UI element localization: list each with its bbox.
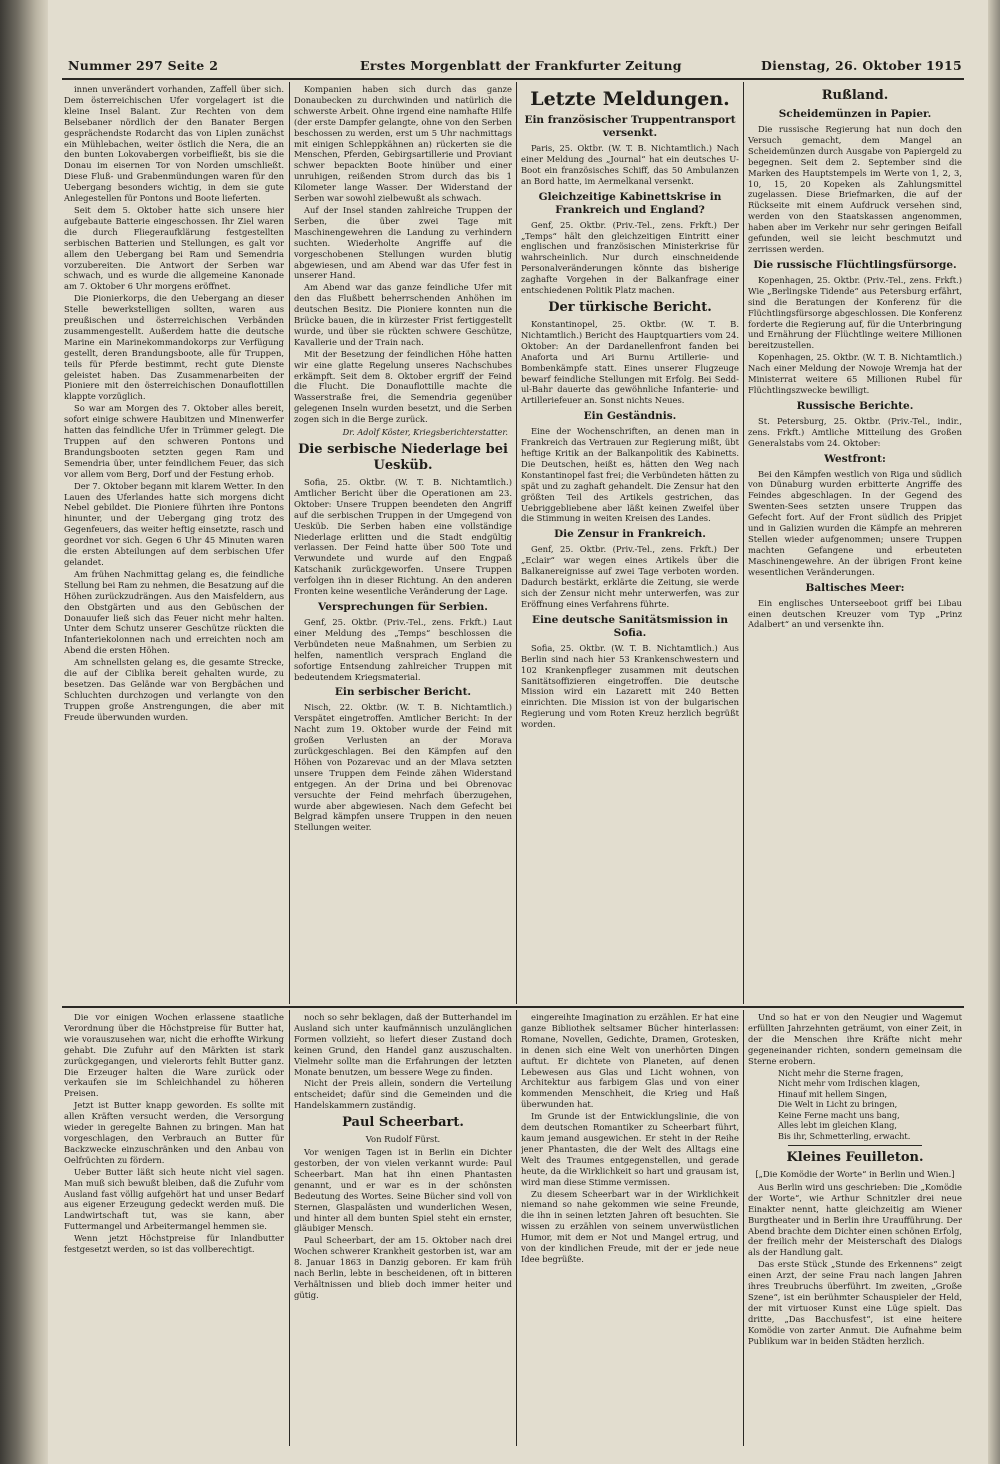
page-number: Nummer 297 Seite 2 [68, 58, 219, 73]
column-divider [289, 1010, 290, 1446]
paragraph: Vor wenigen Tagen ist in Berlin ein Dichter gestorben, der von vielen verkannt wurde: Paul Scheerbart. Man hat ihn einen Phantasten genannt, und er war es in der schönsten Bedeutung des Wortes. Seine Bücher sind voll von Sternen, Glaspalästen und wunderlichen Wesen, und hinter all dem bunten Spiel steht ein ernster, gläubiger Mensch. [294, 1147, 512, 1234]
paragraph: Konstantinopel, 25. Oktbr. (W. T. B. Nichtamtlich.) Bericht des Hauptquartiers vom 24. Oktober: An der Dardanellenfront fanden bei Anaforta und Ari Burnu Artillerie- und Bombenkämpfe statt. Eines unserer Flugzeuge bewarf feindliche Stellungen mit Erfolg. Bei Sedd-ul-Bahr dauerte das gewöhnliche Infanterie- und Artilleriefeuer an. Sonst nichts Neues. [521, 318, 739, 406]
headline-russland: Rußland. [821, 88, 889, 103]
paragraph: Die Pionierkorps, die den Uebergang an dieser Stelle bewerkstelligen sollten, waren aus preußischen und österreichischen Verbänden zusammengestellt. Außerdem hatte die deutsche Marine ein Marinekommandokorps zur Verfügung gestellt, deren Brandungsboote, alle für Truppen, teils für Pferde bestimmt, recht gute Dienste geleistet haben. Das Zusammenarbeiten der Pioniere mit den österreichischen Donauflottillen klappte vorzüglich. [64, 293, 284, 402]
paragraph: Genf, 25. Oktbr. (Priv.-Tel., zens. Frkft.) Der „Temps“ hält den gleichzeitigen Eintritt einer englischen und französischen Ministerkrise für wahrscheinlich. Nur durch einschneidende Personalveränderungen könnte das bisherige zaghafte Vorgehen in der Balkanfrage einer entschiedenen Politik Platz machen. [521, 219, 739, 296]
paragraph: Aus Berlin wird uns geschrieben: Die „Komödie der Worte“, wie Arthur Schnitzler drei neue Einakter nennt, hatte gleichzeitig am Wiener Burgtheater und in Berlin ihre Uraufführung. Der Abend brachte dem Dichter einen schönen Erfolg, der freilich mehr der Meisterschaft des Dialogs als der Handlung galt. [748, 1181, 962, 1258]
poem [748, 1068, 962, 1142]
paragraph: Kompanien haben sich durch das ganze Donaubecken zu durchwinden und natürlich die schwerste Arbeit. Ohne irgend eine namhafte Hilfe (der erste Dampfer gelangte, ohne von den Serben beschossen zu werden, erst um 5 Uhr nachmittags mit einigen Schleppkähnen an) rückerten sie die Menschen, Pferden, Gebirgsartillerie und Proviant schwer bepackten Boote hinüber und einer unruhigen, reißenden Strom durch das bis 1 Kilometer lange Wasser. Der Widerstand der Serben war sowohl zielbewußt als schwach. [294, 84, 512, 204]
headline-sanitaetsmission: Eine deutsche Sanitätsmission in Sofia. [532, 613, 728, 639]
paragraph: Nisch, 22. Oktbr. (W. T. B. Nichtamtlich.) Verspätet eingetroffen. Amtlicher Bericht: In der Nacht zum 19. Oktober wurde der Feind mit großen Verlusten an der Morava zurückgeschlagen. Bei den Kämpfen auf den Höhen von Pozarevac und an der Mlava setzten unsere Truppen dem Feinde zähen Widerstand entgegen. An der Drina und bei Obrenovac versuchte der Feind mehrfach überzugehen, wurde aber abgewiesen. Nach dem Gefecht bei Belgrad kämpfen unsere Truppen in den neuen Stellungen weiter. [294, 702, 512, 833]
masthead [62, 54, 966, 76]
column-2 [294, 84, 512, 1002]
column-divider [743, 82, 744, 1004]
paragraph: Und so hat er von den Neugier und Wagemut erfüllten Jahrzehnten geträumt, von einer Zeit, in der die Menschen ihre Kräfte nicht mehr gegeneinander richten, sondern gemeinsam die Sterne erobern. [748, 1012, 962, 1066]
article-byline: Dr. Adolf Köster, Kriegsberichterstatter. [342, 427, 508, 438]
headline-gestaendnis: Ein Geständnis. [583, 410, 677, 423]
poem-line: Keine Ferne macht uns bang, [778, 1109, 900, 1120]
headline-fluechtlingsfuersorge: Die russische Flüchtlingsfürsorge. [753, 258, 957, 271]
subhead-komoedie: [„Die Komödie der Worte“ in Berlin und Wien.] [755, 1169, 955, 1180]
paragraph: Jetzt ist Butter knapp geworden. Es sollte mit allen Kräften versucht werden, die Versorgung wieder in geregelte Bahnen zu bringen. Man hat vorgeschlagen, den Verbrauch an Butter für Backzwecke einzuschränken und den Anbau von Oelfrüchten zu fördern. [64, 1100, 284, 1165]
paragraph: Paul Scheerbart, der am 15. Oktober nach drei Wochen schwerer Krankheit gestorben ist, war am 8. Januar 1863 in Danzig geboren. Er kam früh nach Berlin, lebte in bescheidenen, oft in bitteren Verhältnissen und blieb doch immer heiter und gütig. [294, 1235, 512, 1300]
paragraph: Sofia, 25. Oktbr. (W. T. B. Nichtamtlich.) Aus Berlin sind nach hier 53 Krankenschwestern und 102 Krankenpfleger zusammen mit deutschen Sanitätsoffizieren eingetroffen. Die deutsche Mission wird ein Lazarett mit 240 Betten einrichten. Die Mission ist von der bulgarischen Regierung und vom Roten Kreuz herzlich begrüßt worden. [521, 642, 739, 730]
headline-serbischer-bericht: Ein serbischer Bericht. [334, 686, 472, 699]
poem-line: Bis ihr, Schmetterling, erwacht. [778, 1130, 911, 1141]
paragraph: Seit dem 5. Oktober hatte sich unsere hier aufgebaute Batterie eingeschossen. Ihr Ziel waren die durch Fliegeraufklärung festgestellten serbischen Batterien und Stellungen, es galt vor allem den Uebergang bei Ram und Semendria vorzubereiten. Die Antwort der Serben war schwach, und es wurde die allgemeine Kanonade am 7. Oktober 6 Uhr morgens eröffnet. [64, 204, 284, 292]
column-divider [743, 1010, 744, 1446]
bottom-column-3 [521, 1012, 739, 1446]
headline-versprechungen: Versprechungen für Serbien. [318, 600, 488, 613]
paragraph: Ueber Butter läßt sich heute nicht viel sagen. Man muß sich bewußt bleiben, daß die Zufuhr vom Ausland fast völlig aufgehört hat und unser Bedarf aus eigener Erzeugung gedeckt werden muß. Die Landwirtschaft tut, was sie kann, aber Futtermangel und Arbeitermangel hemmen sie. [64, 1166, 284, 1232]
masthead-rule [62, 78, 964, 80]
paragraph: So war am Morgen des 7. Oktober alles bereit, sofort einige schwere Haubitzen und Minenwerfer hatten das feindliche Ufer in Trümmer gelegt. Die Truppen auf den schweren Pontons und Brandungsbooten setzten gegen Ram und Semendria über, unter feindlichem Feuer, das sich vor allem vom Berg, Dorf und der Festung erhob. [64, 403, 284, 479]
headline-westfront: Westfront: [824, 452, 886, 465]
headline-zensur: Die Zensur in Frankreich. [554, 528, 706, 541]
headline-kabinettskrise: Gleichzeitige Kabinettskrise in Frankreich und England? [538, 190, 722, 216]
column-divider [289, 82, 290, 1004]
paragraph: Kopenhagen, 25. Oktbr. (Priv.-Tel., zens. Frkft.) Wie „Berlingske Tidende“ aus Petersburg erfährt, sind die Beratungen der Konferenz für die Flüchtlingsfürsorge abgeschlossen. Die Konferenz forderte die Regierung auf, für die Unterbringung und Ernährung der Flüchtlinge weitere Millionen bereitzustellen. [748, 274, 962, 351]
headline-truppentransport: Ein französischer Truppentransport versenkt. [524, 114, 736, 139]
paragraph: Genf, 25. Oktbr. (Priv.-Tel., zens. Frkft.) Der „Eclair“ war wegen eines Artikels über die Balkanereignisse auf zwei Tage verboten worden. Dadurch bestärkt, erklärte die Zeitung, sie werde sich der Zensur nicht mehr unterwerfen, was zur Eröffnung eines Verfahrens führte. [521, 544, 739, 609]
poem-line: Die Welt in Licht zu bringen, [778, 1099, 898, 1110]
poem-line: Hinauf mit hellem Singen, [778, 1088, 888, 1099]
headline-russische-berichte: Russische Berichte. [796, 399, 914, 412]
bottom-column-2 [294, 1012, 512, 1446]
paragraph: Die russische Regierung hat nun doch den Versuch gemacht, dem Mangel an Scheidemünzen durch Ausgabe von Papiergeld zu begegnen. Seit dem 2. September sind die Marken des Hauptstempels im Werte von 1, 2, 3, 10, 15, 20 Kopeken als Zahlungsmittel zugelassen. Diese Briefmarken, die auf der Rückseite mit einem Aufdruck versehen sind, werden von den Staatskassen angenommen, haben aber im Verkehr nur sehr geringen Beifall gefunden, weil sie leicht beschmutzt und zerrissen werden. [748, 124, 962, 254]
headline-baltisches-meer: Baltisches Meer: [805, 581, 905, 594]
paragraph: innen unverändert vorhanden, Zaffell über sich. Dem österreichischen Ufer vorgelagert ist die kleine Insel Balant. Zur Rechten von dem Belsebaner nördlich der den Banater Bergen gesprächendste Rodarcht das von Liplen zunächst ein Mühlebachen, weiter östlich die Nera, die an den bunten Lokovabergen vorbeifließt, bis sie die Donau im eisernen Tor von Norden umschließt. Diese Fluß- und Grabenmündungen waren für den Uebergang besonders wichtig, in dem sie gute Anlegestellen für Pontons und Boote lieferten. [64, 84, 284, 204]
headline-letzte-meldungen: Letzte Meldungen. [530, 88, 730, 110]
poem-line: Nicht mehr vom Irdischen klagen, [778, 1078, 921, 1089]
headline-scheidemuenzen: Scheidemünzen in Papier. [778, 108, 932, 120]
headline-uesk: Die serbische Niederlage bei Uesküb. [298, 442, 508, 473]
headline-scheerbart: Paul Scheerbart. [342, 1115, 464, 1131]
paragraph: Am frühen Nachmittag gelang es, die feindliche Stellung bei Ram zu nehmen, die Besatzung auf die Höhen zurückzudrängen. Aus den Maisfeldern, aus den Obstgärten und aus den Gebüschen der Donauufer ließ sich das Feuer nicht mehr halten. Unter dem Schutz unserer Geschütze rückten die Infanteriekolonnen nach und erreichten noch am Abend die ersten Höhen. [64, 568, 284, 656]
paragraph: Zu diesem Scheerbart war in der Wirklichkeit niemand so nahe gekommen wie seine Freunde, die ihn in seinen letzten Jahren oft besuchten. Sie wissen zu erzählen von seinem unverwüstlichen Humor, mit dem er Not und Mangel ertrug, und von der kindlichen Freude, mit der er jede neue Idee begrüßte. [521, 1188, 739, 1264]
book-spine [0, 0, 48, 1464]
feuilleton-byline: Von Rudolf Fürst. [365, 1134, 441, 1145]
paragraph: St. Petersburg, 25. Oktbr. (Priv.-Tel., indir., zens. Frkft.) Amtliche Mitteilung des Großen Generalstabs vom 24. Oktober: [748, 415, 962, 448]
paragraph: Das erste Stück „Stunde des Erkennens“ zeigt einen Arzt, der seine Frau nach langen Jahren ihres Treubruchs überführt. Im zweiten, „Große Szene“, ist ein berühmter Schauspieler der Held, der mit virtuoser Kunst eine Lüge spielt. Das dritte, „Das Bacchusfest“, ist eine heitere Komödie von zarter Anmut. Die Aufnahme beim Publikum war in beiden Städten herzlich. [748, 1259, 962, 1346]
bottom-column-1 [64, 1012, 284, 1446]
paragraph: Genf, 25. Oktbr. (Priv.-Tel., zens. Frkft.) Laut einer Meldung des „Temps“ beschlossen die Verbündeten neue Maßnahmen, um Serbien zu helfen, namentlich versprach England die sofortige Entsendung zahlreicher Truppen mit bedeutendem Kriegsmaterial. [294, 616, 512, 682]
divider [788, 1145, 922, 1146]
column-divider [516, 82, 517, 1004]
paper-title: Erstes Morgenblatt der Frankfurter Zeitung [360, 58, 682, 73]
column-4 [748, 84, 962, 1002]
paragraph: Der 7. Oktober begann mit klarem Wetter. In den Lauen des Uferlandes hatte sich morgens dicht Nebel gebildet. Die Pioniere führten ihre Pontons hinunter, und der Uebergang ging trotz des Gegenfeuers, das weiter heftig einsetzte, rasch und geordnet vor sich. Gegen 6 Uhr 45 Minuten waren die ersten Abteilungen auf dem serbischen Ufer gelandet. [64, 480, 284, 567]
page-edge [988, 0, 1000, 1464]
paragraph: Nicht der Preis allein, sondern die Verteilung entscheidet; dafür sind die Gemeinden und die Handelskammern zuständig. [294, 1078, 512, 1111]
section-divider [62, 1006, 964, 1008]
paragraph: Am Abend war das ganze feindliche Ufer mit den das Flußbett beherrschenden Anhöhen im deutschen Besitz. Die Pioniere konnten nun die Brücke bauen, die in kürzester Frist fertiggestellt wurde, und über sie rückten schwere Geschütze, Kavallerie und der Train nach. [294, 282, 512, 347]
paragraph: Am schnellsten gelang es, die gesamte Strecke, die auf der Ciblika bereit gehalten wurde, zu besetzen. Das Gelände war von Bergbächen und Schluchten durchzogen und verlangte von den Truppen große Anstrengungen, die aber mit Freude überwunden wurden. [64, 657, 284, 722]
column-divider [516, 1010, 517, 1446]
paragraph: Kopenhagen, 25. Oktbr. (W. T. B. Nichtamtlich.) Nach einer Meldung der Nowoje Wremja hat der Ministerrat weitere 65 Millionen Rubel für Flüchtlingszwecke bewilligt. [748, 352, 962, 395]
issue-date: Dienstag, 26. Oktober 1915 [761, 58, 962, 73]
paragraph: Wenn jetzt Höchstpreise für Inlandbutter festgesetzt werden, so ist das vollberechtigt. [64, 1233, 284, 1255]
bottom-column-4 [748, 1012, 962, 1446]
headline-kleines-feuilleton: Kleines Feuilleton. [786, 1150, 924, 1166]
paragraph: Bei den Kämpfen westlich von Riga und südlich von Dünaburg wurden erbitterte Angriffe des Feindes abgeschlagen. In der Gegend des Swenten-Sees setzten unsere Truppen das Gefecht fort. Auf der Front südlich des Pripjet und in Galizien wurden die Kämpfe an mehreren Stellen wieder aufgenommen; unsere Truppen machten Gefangene und erbeuteten Maschinengewehre. An der übrigen Front keine wesentlichen Veränderungen. [748, 468, 962, 577]
column-3 [521, 84, 739, 1002]
paragraph: Die vor einigen Wochen erlassene staatliche Verordnung über die Höchstpreise für Butter hat, wie vorauszusehen war, nicht die erhoffte Wirkung gehabt. Die Zufuhr auf den Märkten ist stark zurückgegangen, und vielerorts fehlt Butter ganz. Die Erzeuger halten die Ware zurück oder verkaufen sie im Schleichhandel zu höheren Preisen. [64, 1012, 284, 1099]
headline-tuerkischer-bericht: Der türkische Bericht. [548, 299, 712, 315]
paragraph: Im Grunde ist der Entwicklungslinie, die von dem deutschen Romantiker zu Scheerbart führt, kaum jemand ausgewichen. Er steht in der Reihe jener Phantasten, die der Welt des Alltags eine Welt des Traumes entgegenstellen, und gerade heute, da die Wirklichkeit so hart und grausam ist, wird man diese Stimme vermissen. [521, 1111, 739, 1187]
poem-line: Alles lebt im gleichen Klang, [778, 1120, 898, 1131]
paragraph: noch so sehr beklagen, daß der Butterhandel im Ausland sich unter kaufmännisch unzulänglichen Formen vollzieht, so liefert dieser Zustand doch keinen Grund, den Handel ganz auszuschalten. Vielmehr sollte man die Erfahrungen der letzten Monate benutzen, um bessere Wege zu finden. [294, 1012, 512, 1077]
paragraph: Sofia, 25. Oktbr. (W. T. B. Nichtamtlich.) Amtlicher Bericht über die Operationen am 23. Oktober: Unsere Truppen beendeten den Angriff auf die serbischen Truppen in der Umgegend von Uesküb. Die Serben haben eine vollständige Niederlage erlitten und die Stadt endgültig verlassen. Der Feind hatte über 500 Tote und Verwundete und wurde auf den Engpaß Katschanik zurückgeworfen. Unsere Truppen verfolgen ihn in dieser Richtung. An den anderen Fronten keine wesentliche Veränderung der Lage. [294, 477, 512, 597]
paragraph: eingereihte Imagination zu erzählen. Er hat eine ganze Bibliothek seltsamer Bücher hinterlassen: Romane, Novellen, Gedichte, Dramen, Grotesken, in denen sich eine Welt von unerhörten Dingen auftut. Er dichtete von Planeten, auf denen Lebewesen aus Glas und Licht wohnen, von Architektur aus farbigem Glas und von einer kommenden Menschheit, die Krieg und Haß überwunden hat. [521, 1012, 739, 1110]
paragraph: Auf der Insel standen zahlreiche Truppen der Serben, die über zwei Tage mit Maschinengewehren die Landung zu verhindern suchten. Wiederholte Angriffe auf die vorgeschobenen Stellungen wurden blutig abgewiesen, und am Abend war das Ufer fest in unserer Hand. [294, 204, 512, 281]
column-1 [64, 84, 284, 1002]
paragraph: Mit der Besetzung der feindlichen Höhe hatten wir eine glatte Regelung unseres Nachschubes erkämpft. Seit dem 8. Oktober ergriff der Feind die Flucht. Die Donauflottille machte die Wasserstraße frei, die Semendria gegenüber gelegenen Inseln wurden besetzt, und die Serben zogen sich in die Berge zurück. [294, 348, 512, 425]
paragraph: Paris, 25. Oktbr. (W. T. B. Nichtamtlich.) Nach einer Meldung des „Journal“ hat ein deutsches U-Boot ein französisches Schiff, das 50 Ambulanzen an Bord hatte, im Aermelkanal versenkt. [521, 143, 739, 186]
poem-line: Nicht mehr die Sterne fragen, [778, 1067, 904, 1078]
paragraph: Eine der Wochenschriften, an denen man in Frankreich das Vertrauen zur Regierung mißt, übt heftige Kritik an der Balkanpolitik des Kabinetts. Die Deutschen, heißt es, hätten den Weg nach Konstantinopel fast frei; die Verbündeten hätten zu spät und zu zaghaft gehandelt. Die Zensur hat den größten Teil des Artikels gestrichen, das Uebriggebliebene aber läßt keinen Zweifel über die Stimmung in weiten Kreisen des Landes. [521, 426, 739, 524]
paragraph: Ein englisches Unterseeboot griff bei Libau einen deutschen Kreuzer vom Typ „Prinz Adalbert“ an und versenkte ihn. [748, 597, 962, 630]
